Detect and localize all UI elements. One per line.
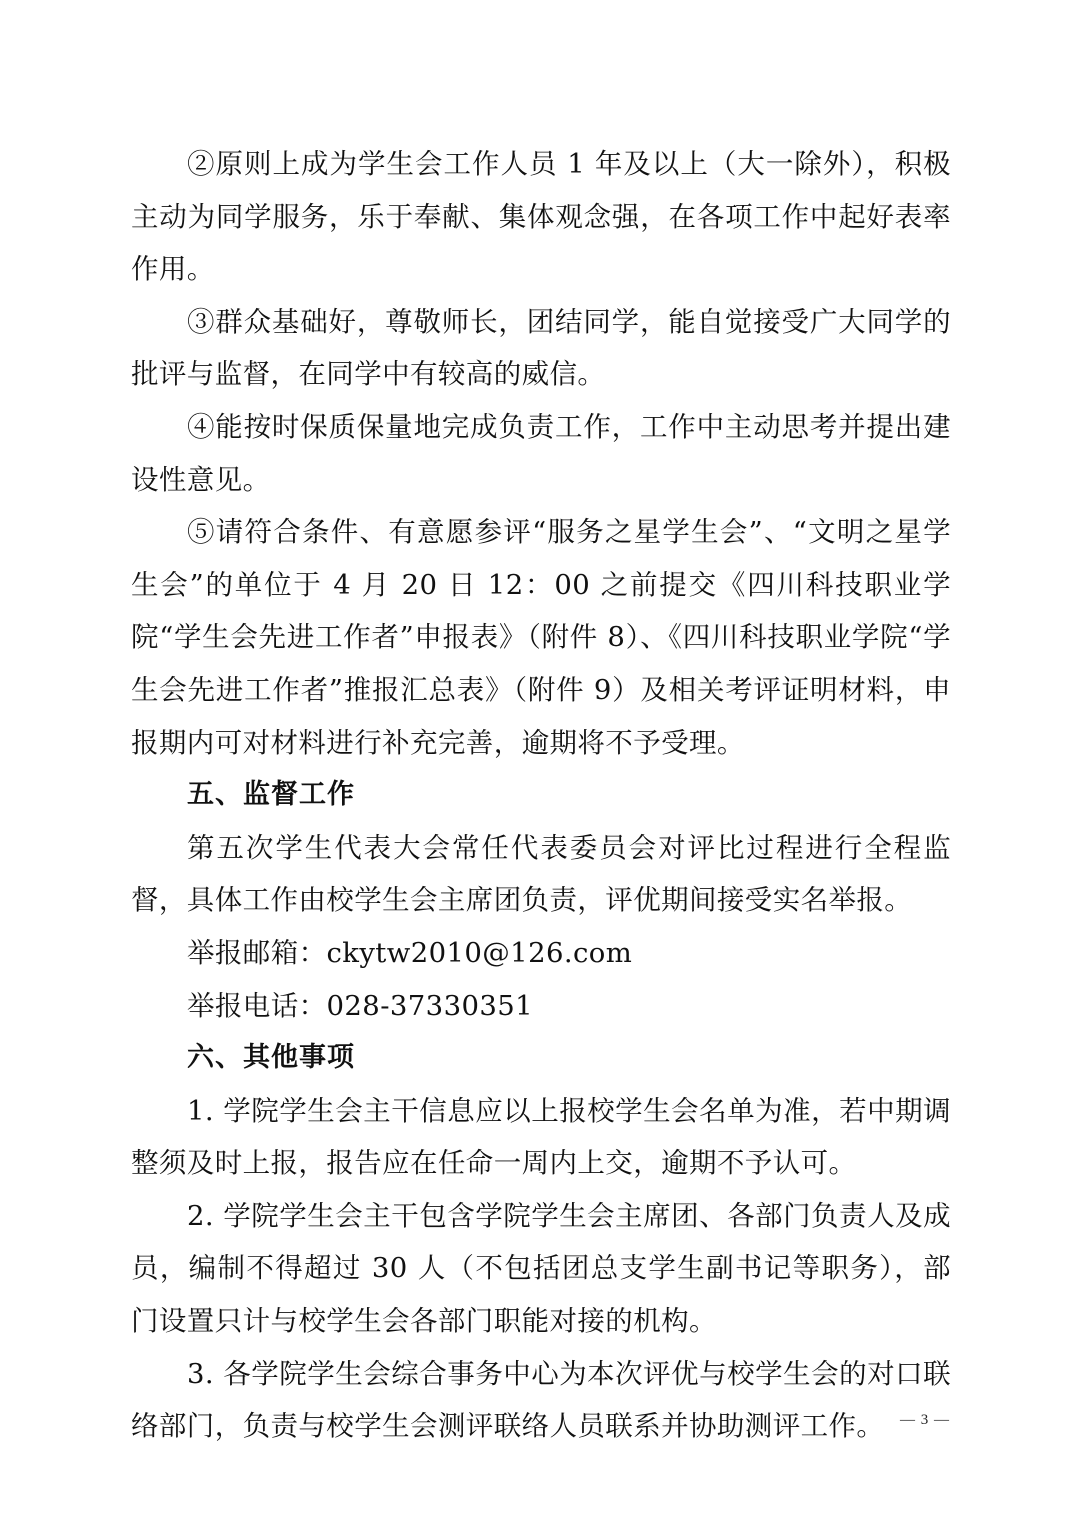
paragraph-other-3: 3. 各学院学生会综合事务中心为本次评优与校学生会的对口联络部门，负责与校学生会测评联络人员联系并协助测评工作。 xyxy=(131,1357,951,1443)
report-phone: 举报电话：028-37330351 xyxy=(187,989,534,1022)
paragraph-supervision: 第五次学生代表大会常任代表委员会对评比过程进行全程监督，具体工作由校学生会主席团负责，评优期间接受实名举报。 xyxy=(131,831,951,917)
paragraph-criterion-5: ⑤请符合条件、有意愿参评“服务之星学生会”、“文明之星学生会”的单位于 4 月 20 日 12：00 之前提交《四川科技职业学院“学生会先进工作者”申报表》（附件 8）、《四川科技职业学院“学生会先进工作者”推报汇总表》（附件 9）及相关考评证明材料，申报期内可对材料进行补充完善，逾期将不予受理。 xyxy=(131,516,951,759)
section-heading-supervision: 五、监督工作 xyxy=(187,779,355,811)
paragraph-criterion-2: ②原则上成为学生会工作人员 1 年及以上（大一除外），积极主动为同学服务，乐于奉献、集体观念强，在各项工作中起好表率作用。 xyxy=(131,148,951,286)
page-number: — 3 — xyxy=(900,1412,950,1428)
section-heading-other-matters: 六、其他事项 xyxy=(187,1042,355,1074)
paragraph-other-1: 1. 学院学生会主干信息应以上报校学生会名单为准，若中期调整须及时上报，报告应在任命一周内上交，逾期不予认可。 xyxy=(131,1094,951,1180)
document-body xyxy=(131,138,951,1453)
paragraph-criterion-3: ③群众基础好，尊敬师长，团结同学，能自觉接受广大同学的批评与监督，在同学中有较高的威信。 xyxy=(131,305,951,391)
paragraph-other-2: 2. 学院学生会主干包含学院学生会主席团、各部门负责人及成员，编制不得超过 30 人（不包括团总支学生副书记等职务），部门设置只计与校学生会各部门职能对接的机构。 xyxy=(131,1199,951,1338)
report-email: 举报邮箱：ckytw2010@126.com xyxy=(187,936,633,969)
paragraph-criterion-4: ④能按时保质保量地完成负责工作，工作中主动思考并提出建设性意见。 xyxy=(131,410,951,496)
